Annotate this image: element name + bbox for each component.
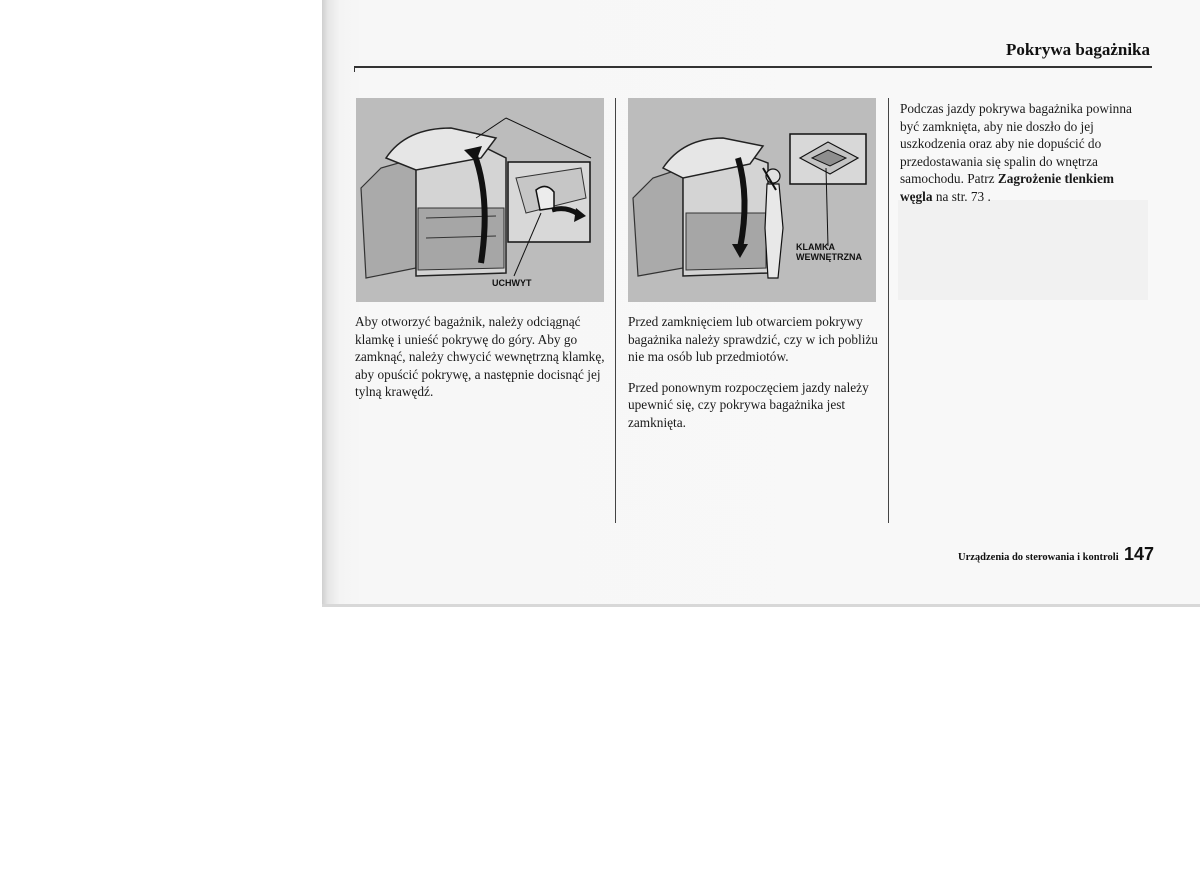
column-divider: [615, 98, 616, 523]
column-divider: [888, 98, 889, 523]
tailgate-open-illustration: [356, 98, 604, 302]
header-rule-tick: [354, 66, 355, 72]
uchwyt-callout: UCHWYT: [492, 278, 532, 288]
klamka-callout-line1: KLAMKA: [796, 242, 835, 252]
right-column-text: [900, 100, 1148, 219]
safety-check-paragraph: Przed zamknięciem lub otwarciem pokrywy bagażnika należy sprawdzić, czy w ich pobliżu nie ma osób lub przedmiotów.: [628, 314, 878, 365]
scanned-page: [322, 0, 1200, 607]
footer-section-title: Urządzenia do sterowania i kontroli: [958, 552, 1119, 563]
open-instructions-paragraph: Aby otworzyć bagażnik, należy odciągnąć klamkę i unieść pokrywę do góry. Aby go zamknąć, należy chwycić wewnętrzną klamkę, aby opuścić pokrywę, a następnie docisnąć jej tylną krawędź.: [355, 314, 605, 400]
page-reference-text: na str. 73 .: [932, 188, 991, 204]
page-title: Pokrywa bagażnika: [1005, 40, 1150, 59]
tailgate-close-illustration: [628, 98, 876, 302]
warning-text: Podczas jazdy pokrywa bagażnika powinna być zamknięta, aby nie doszło do jej uszkodzenia oraz aby nie dopuścić do przedostawania się spalin do wnętrza samochodu. Patrz: [900, 101, 1132, 187]
page-number: 147: [1124, 544, 1155, 564]
left-column-text: [355, 313, 609, 414]
driving-warning-paragraph: [900, 100, 1148, 206]
klamka-callout-line2: WEWNĘTRZNA: [796, 252, 862, 262]
carbon-monoxide-reference[interactable]: Zagrożenie tlenkiem węgla: [900, 171, 1114, 204]
middle-column-text: [628, 313, 880, 445]
closed-check-paragraph: Przed ponownym rozpoczęciem jazdy należy upewnić się, czy pokrywa bagażnika jest zamknięta.: [628, 379, 869, 430]
header-rule: [354, 66, 1152, 68]
